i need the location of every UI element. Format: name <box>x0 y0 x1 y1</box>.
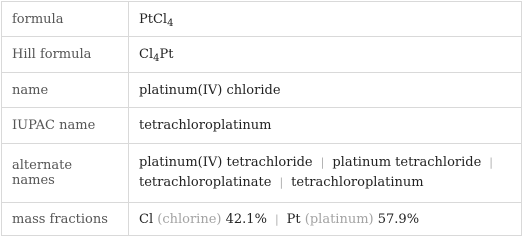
separator: | <box>489 156 494 169</box>
name-value: platinum(IV) chloride <box>129 73 522 108</box>
alternate-names-line-1 <box>139 153 511 173</box>
iupac-name-value: tetrachloroplatinum <box>129 108 522 144</box>
alternate-name: tetrachloroplatinate <box>139 175 272 190</box>
hill-element-cl: Cl <box>139 47 154 62</box>
hill-element-pt: Pt <box>159 47 174 62</box>
hill-formula-value <box>129 37 522 73</box>
table-row-hill-formula <box>2 37 522 73</box>
mass-fractions-value <box>129 203 522 236</box>
row-label: Hill formula <box>2 37 129 73</box>
hill-subscript: 4 <box>153 53 160 64</box>
mass-symbol-cl: Cl <box>139 211 154 227</box>
row-label: alternate names <box>2 144 129 203</box>
mass-element-name: (chlorine) <box>157 211 222 227</box>
alternate-name: platinum(IV) tetrachloride <box>139 155 313 170</box>
separator: | <box>320 156 325 169</box>
alternate-names-value <box>129 144 522 203</box>
row-label: IUPAC name <box>2 108 129 144</box>
table-row-name <box>2 73 522 108</box>
alternate-names-line-2 <box>139 173 511 193</box>
table-row-iupac-name <box>2 108 522 144</box>
formula-element-cl: Cl <box>152 11 168 27</box>
formula-value <box>129 2 522 37</box>
mass-percent: 57.9% <box>377 211 420 227</box>
formula-element-pt: Pt <box>139 11 153 27</box>
row-label: mass fractions <box>2 203 129 236</box>
alternate-name: platinum tetrachloride <box>332 155 482 170</box>
table-row-mass-fractions <box>2 203 522 236</box>
separator: | <box>274 212 279 226</box>
formula-subscript: 4 <box>167 17 174 29</box>
row-label: formula <box>2 2 129 37</box>
table-row-formula <box>2 2 522 37</box>
alternate-name: tetrachloroplatinum <box>291 175 424 190</box>
mass-symbol-pt: Pt <box>286 211 301 227</box>
separator: | <box>279 176 284 189</box>
properties-table <box>1 1 522 236</box>
row-label: name <box>2 73 129 108</box>
mass-percent: 42.1% <box>225 211 267 227</box>
mass-element-name: (platinum) <box>304 211 374 227</box>
table-row-alternate-names <box>2 144 522 203</box>
